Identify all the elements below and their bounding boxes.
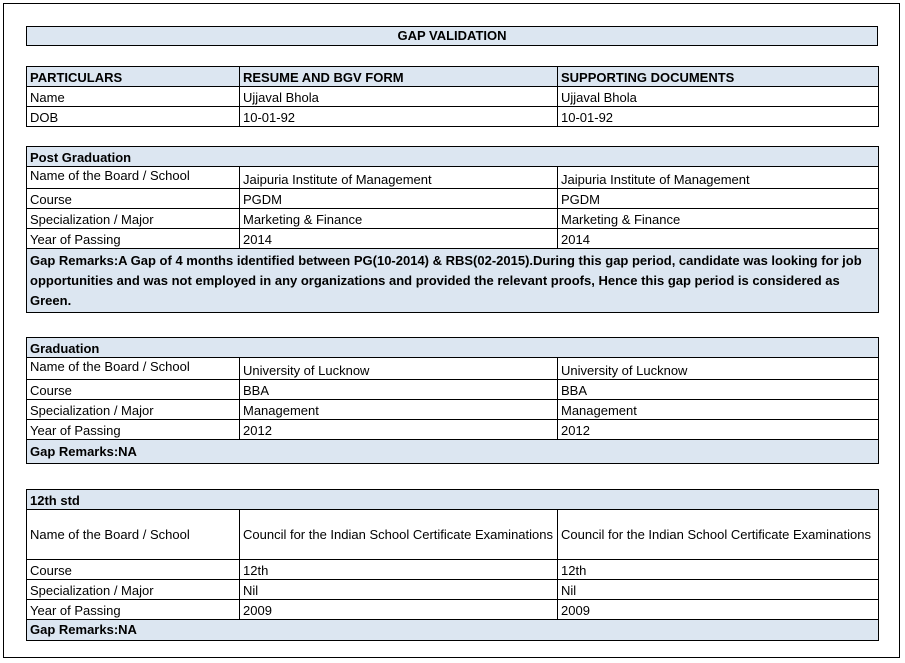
table-row xyxy=(27,400,879,420)
resume-value: Nil xyxy=(240,580,558,600)
header-resume: RESUME AND BGV FORM xyxy=(240,67,558,87)
header-supporting-docs: SUPPORTING DOCUMENTS xyxy=(558,67,879,87)
row-label: Year of Passing xyxy=(27,420,240,440)
page-title-text: GAP VALIDATION xyxy=(397,28,507,43)
gap-remarks-row xyxy=(27,440,879,464)
docs-value: Council for the Indian School Certificate Examinations xyxy=(558,510,879,560)
row-label: DOB xyxy=(27,107,240,127)
resume-value: 10-01-92 xyxy=(240,107,558,127)
resume-value: PGDM xyxy=(240,189,558,209)
table-row xyxy=(27,510,879,560)
docs-value: Marketing & Finance xyxy=(558,209,879,229)
gap-remarks: Gap Remarks:A Gap of 4 months identified between PG(10-2014) & RBS(02-2015).During this gap period, candidate was looking for job opportunities and was not employed in any organizations and provided the relevant proofs, Hence this gap period is considered as Green. xyxy=(27,249,879,313)
table-row xyxy=(27,600,879,620)
docs-value: Nil xyxy=(558,580,879,600)
row-label: Name xyxy=(27,87,240,107)
docs-value: University of Lucknow xyxy=(558,358,879,380)
resume-value: Council for the Indian School Certificate Examinations xyxy=(240,510,558,560)
resume-value: 12th xyxy=(240,560,558,580)
docs-value: PGDM xyxy=(558,189,879,209)
docs-value: Management xyxy=(558,400,879,420)
row-label: Course xyxy=(27,380,240,400)
row-label: Specialization / Major xyxy=(27,580,240,600)
resume-value: 2014 xyxy=(240,229,558,249)
section-heading: 12th std xyxy=(27,490,879,510)
section-heading: Post Graduation xyxy=(27,147,879,167)
table-row xyxy=(27,87,879,107)
gap-remarks: Gap Remarks:NA xyxy=(27,440,879,464)
table-row xyxy=(27,420,879,440)
section-heading: Graduation xyxy=(27,338,879,358)
docs-value: 2009 xyxy=(558,600,879,620)
docs-value: 2012 xyxy=(558,420,879,440)
gap-remarks: Gap Remarks:NA xyxy=(27,620,879,641)
row-label: Course xyxy=(27,189,240,209)
row-label: Specialization / Major xyxy=(27,209,240,229)
section-heading-row xyxy=(27,338,879,358)
table-row xyxy=(27,209,879,229)
graduation-table xyxy=(26,337,879,464)
table-row xyxy=(27,189,879,209)
header-row xyxy=(27,67,879,87)
resume-value: 2012 xyxy=(240,420,558,440)
post-graduation-table xyxy=(26,146,879,313)
header-particulars: PARTICULARS xyxy=(27,67,240,87)
twelfth-table xyxy=(26,489,879,641)
table-row xyxy=(27,229,879,249)
section-heading-row xyxy=(27,147,879,167)
resume-value: Jaipuria Institute of Management xyxy=(240,167,558,189)
resume-value: University of Lucknow xyxy=(240,358,558,380)
table-row xyxy=(27,358,879,380)
resume-value: Ujjaval Bhola xyxy=(240,87,558,107)
row-label: Name of the Board / School xyxy=(27,358,240,380)
section-heading-row xyxy=(27,490,879,510)
table-row xyxy=(27,380,879,400)
docs-value: 10-01-92 xyxy=(558,107,879,127)
particulars-table xyxy=(26,66,879,127)
gap-remarks-row xyxy=(27,620,879,641)
resume-value: Marketing & Finance xyxy=(240,209,558,229)
docs-value: Jaipuria Institute of Management xyxy=(558,167,879,189)
row-label: Specialization / Major xyxy=(27,400,240,420)
docs-value: 12th xyxy=(558,560,879,580)
row-label: Name of the Board / School xyxy=(27,167,240,189)
gap-remarks-row xyxy=(27,249,879,313)
table-row xyxy=(27,167,879,189)
page-title xyxy=(26,26,878,46)
resume-value: 2009 xyxy=(240,600,558,620)
docs-value: BBA xyxy=(558,380,879,400)
docs-value: 2014 xyxy=(558,229,879,249)
row-label: Year of Passing xyxy=(27,600,240,620)
table-row xyxy=(27,107,879,127)
docs-value: Ujjaval Bhola xyxy=(558,87,879,107)
table-row xyxy=(27,560,879,580)
resume-value: BBA xyxy=(240,380,558,400)
row-label: Course xyxy=(27,560,240,580)
table-row xyxy=(27,580,879,600)
resume-value: Management xyxy=(240,400,558,420)
row-label: Name of the Board / School xyxy=(27,510,240,560)
row-label: Year of Passing xyxy=(27,229,240,249)
